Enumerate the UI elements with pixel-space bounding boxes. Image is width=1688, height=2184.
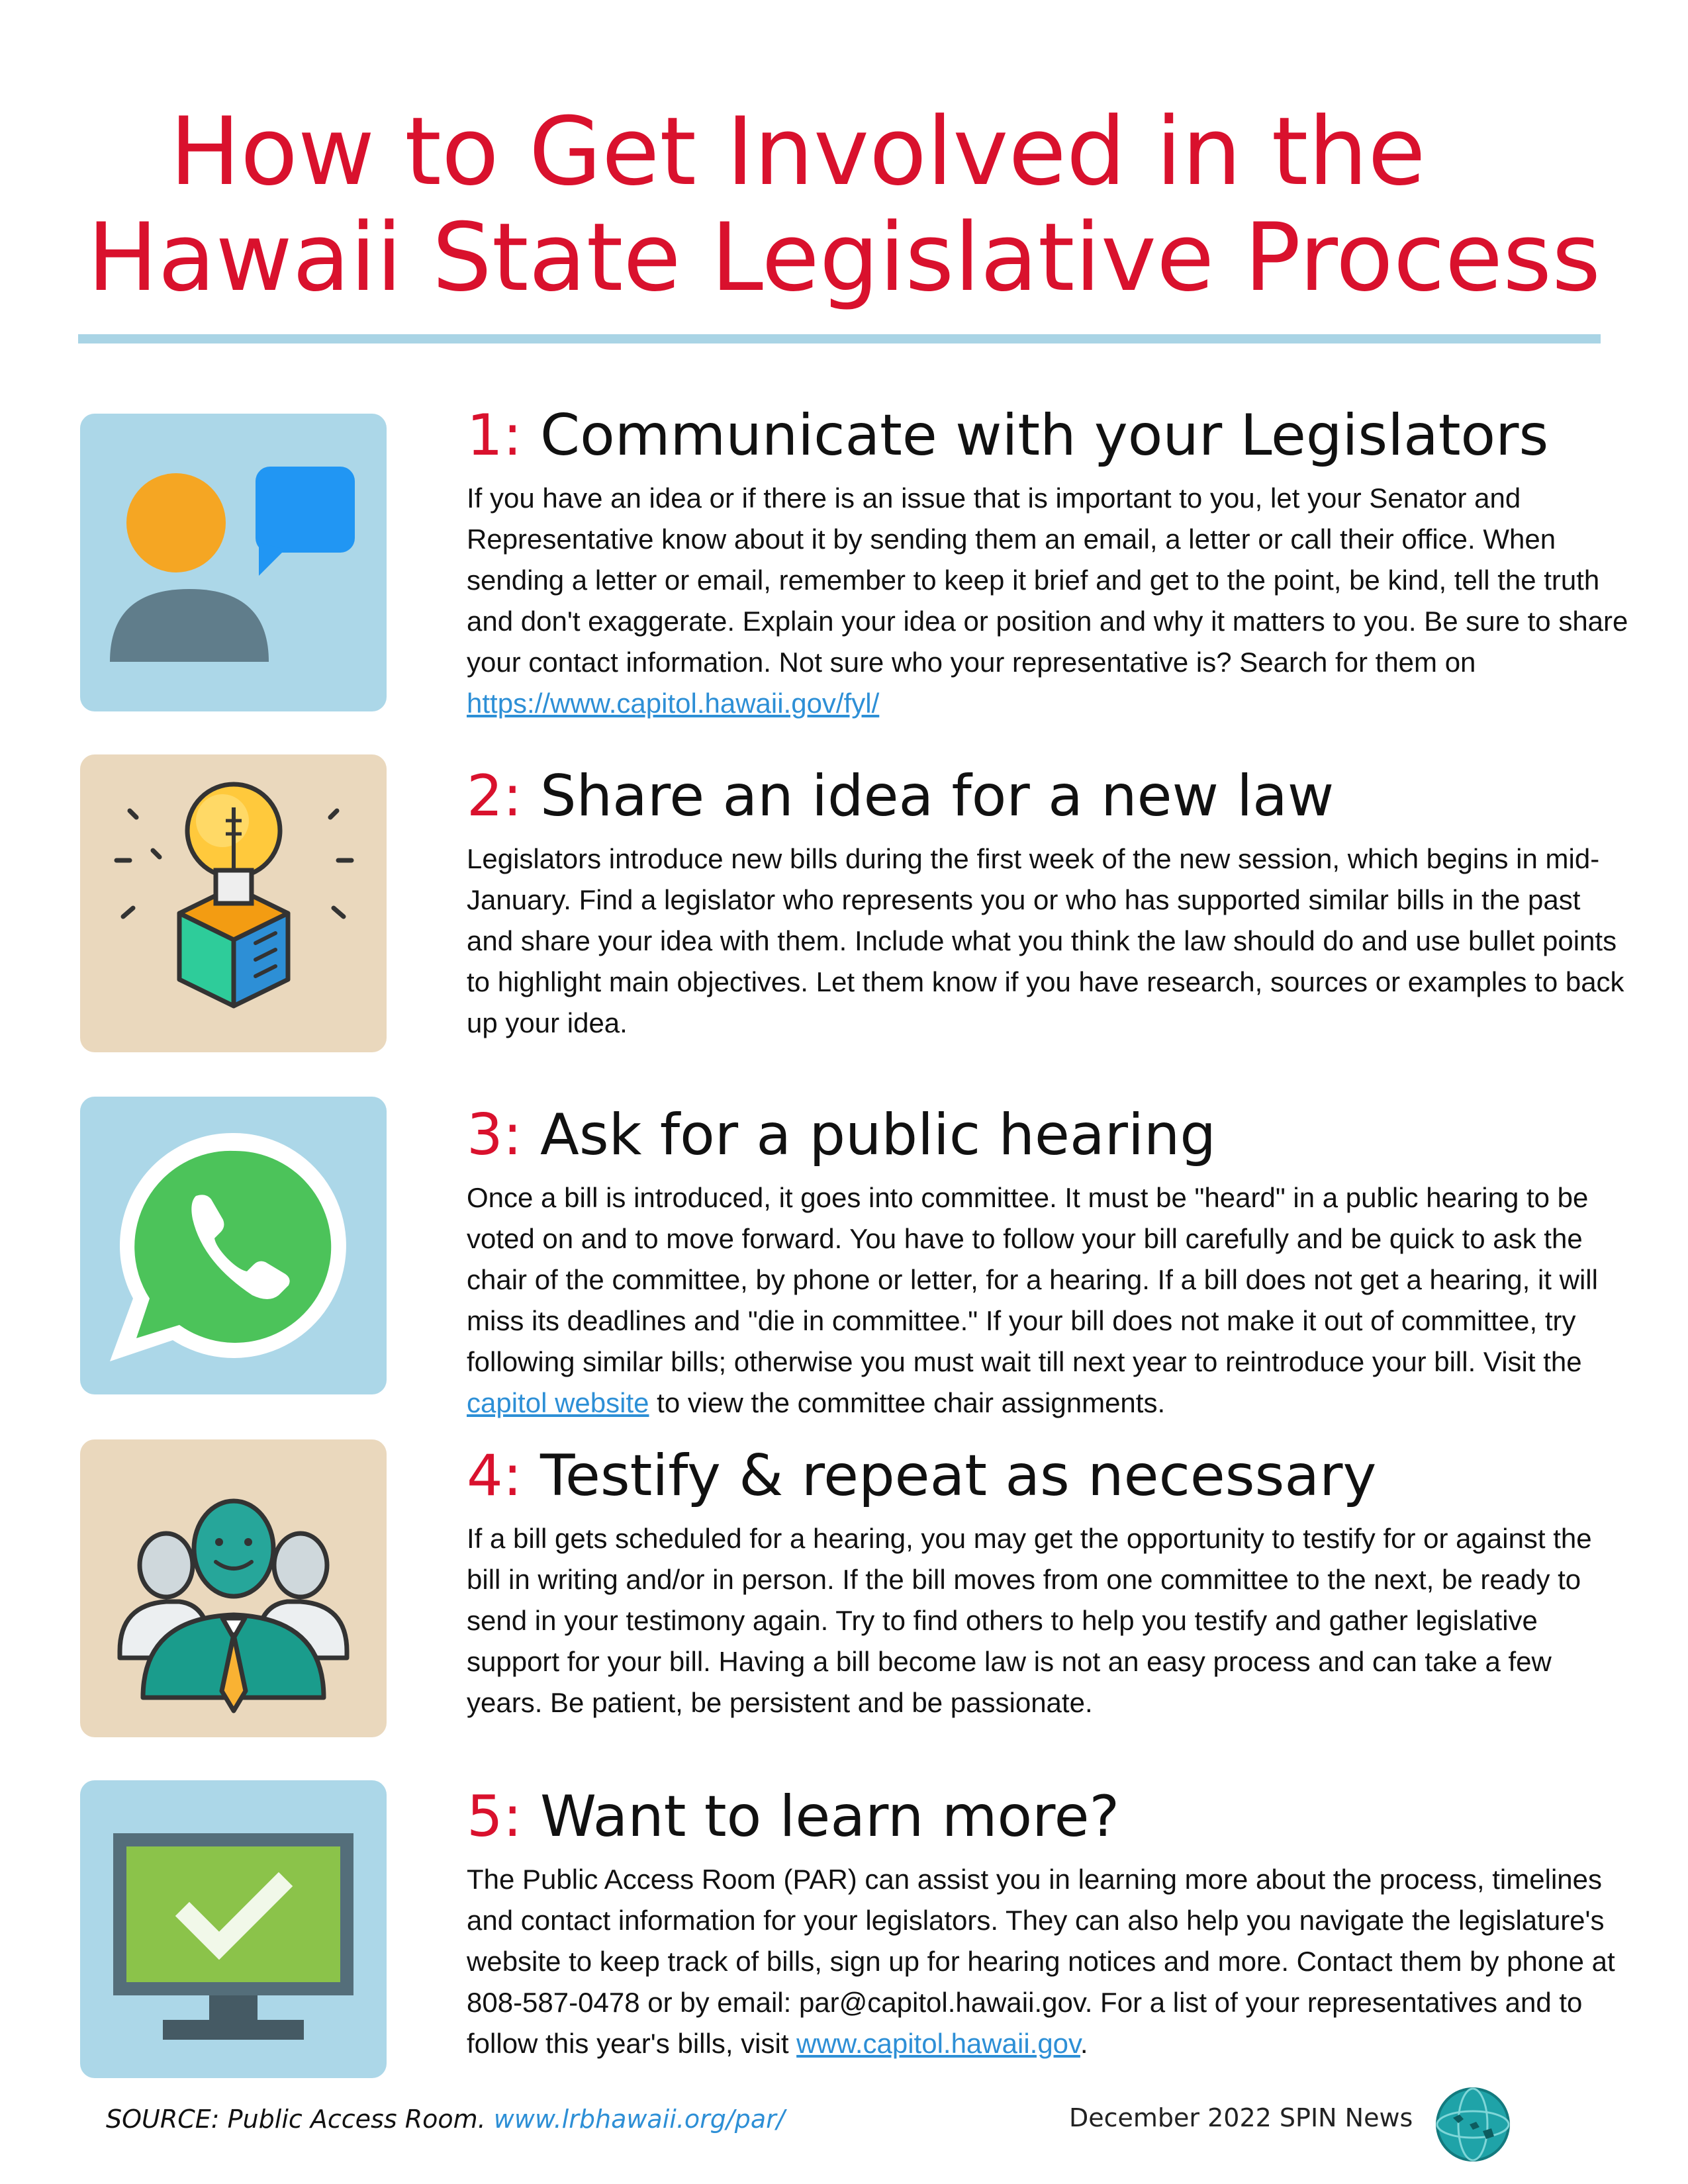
- group-people-icon: [80, 1439, 387, 1737]
- section-2: [467, 763, 1632, 1044]
- section-3-number: 3:: [467, 1102, 522, 1168]
- section-5: [467, 1784, 1632, 2064]
- footer-news: December 2022 SPIN News: [1069, 2103, 1413, 2132]
- section-2-icon-box: [80, 754, 387, 1052]
- section-4-number: 4:: [467, 1443, 522, 1509]
- capitol-website-link[interactable]: capitol website: [467, 1387, 649, 1418]
- title-divider: [78, 334, 1601, 343]
- capitol-hawaii-link[interactable]: www.capitol.hawaii.gov: [796, 2028, 1080, 2059]
- section-4-icon-box: [80, 1439, 387, 1737]
- source-url-link[interactable]: www.lrbhawaii.org/par/: [493, 2105, 785, 2134]
- fyl-link[interactable]: https://www.capitol.hawaii.gov/fyl/: [467, 688, 880, 719]
- section-2-title: Share an idea for a new law: [540, 763, 1335, 829]
- section-3-body: [467, 1177, 1632, 1424]
- section-3: [467, 1102, 1632, 1424]
- section-2-number: 2:: [467, 763, 522, 829]
- section-5-number: 5:: [467, 1784, 522, 1850]
- section-5-heading: [467, 1784, 1632, 1850]
- section-1-title: Communicate with your Legislators: [540, 402, 1549, 469]
- section-3-icon-box: [80, 1097, 387, 1394]
- section-5-title: Want to learn more?: [540, 1784, 1120, 1850]
- footer-source: [106, 2105, 785, 2134]
- section-2-body: Legislators introduce new bills during the first week of the new session, which begins in mid-January. Find a legislator who represents you or who has supported similar bills in the past and share your idea with them. Include what you think the law should do and use bullet points to highlight main objectives. Let them know if you have research, sources or examples to back up your idea.: [467, 843, 1624, 1038]
- person-speech-bubble-icon: [80, 414, 387, 711]
- section-5-body: [467, 1859, 1632, 2064]
- section-3-text: Once a bill is introduced, it goes into committee. It must be "heard" in a public hearing to be voted on and to move forward. You have to follow your bill carefully and be quick to ask the chair of the committee, by phone or letter, for a hearing. If a bill does not get a hearing, it will miss its deadlines and "die in committee." If your bill does not make it out of committee, try following similar bills; otherwise you must wait till next year to reintroduce your bill. Visit the: [467, 1182, 1598, 1377]
- section-3-title: Ask for a public hearing: [540, 1102, 1217, 1168]
- section-1-text: If you have an idea or if there is an issue that is important to you, let your Senator and Representative know about it by sending them an email, a letter or call their office. When sending a letter or email, remember to keep it brief and get to the point, be kind, tell the truth and don't exaggerate. Explain your idea or position and why it matters to you. Be sure to share your contact information. Not sure who your representative is? Search for them on: [467, 482, 1628, 678]
- section-5-text-end: .: [1080, 2028, 1088, 2059]
- phone-chat-icon: [80, 1097, 387, 1394]
- section-1-number: 1:: [467, 402, 522, 469]
- section-4-title: Testify & repeat as necessary: [540, 1443, 1377, 1509]
- section-2-heading: [467, 763, 1632, 829]
- globe-icon: [1433, 2085, 1513, 2164]
- page-title-line-1: How to Get Involved in the: [169, 97, 1426, 206]
- page-title-line-2: Hawaii State Legislative Process: [87, 203, 1601, 312]
- section-1-body: [467, 478, 1632, 724]
- section-5-icon-box: [80, 1780, 387, 2078]
- section-4-body: If a bill gets scheduled for a hearing, you may get the opportunity to testify for or against the bill in writing and/or in person. If the bill moves from one committee to the next, be ready to send in your testimony again. Try to find others to help you testify and gather legislative support for your bill. Having a bill become law is not an easy process and can take a few years. Be patient, be persistent and be passionate.: [467, 1523, 1592, 1718]
- lightbulb-box-icon: [80, 754, 387, 1052]
- section-1-icon-box: [80, 414, 387, 711]
- monitor-checkmark-icon: [80, 1780, 387, 2078]
- section-1-heading: [467, 402, 1632, 469]
- section-3-text-end: to view the committee chair assignments.: [649, 1387, 1166, 1418]
- section-5-text: The Public Access Room (PAR) can assist you in learning more about the process, timelines and contact information for your legislators. They can also help you navigate the legislature's website to keep track of bills, sign up for hearing notices and more. Contact them by phone at 808-587-0478 or by email: par@capitol.hawaii.gov. For a list of your representatives and to follow this year's bills, visit: [467, 1864, 1615, 2059]
- section-4-heading: [467, 1443, 1632, 1509]
- source-label: SOURCE: Public Access Room.: [106, 2105, 494, 2134]
- section-3-heading: [467, 1102, 1632, 1168]
- section-4: [467, 1443, 1632, 1723]
- section-1: [467, 402, 1632, 724]
